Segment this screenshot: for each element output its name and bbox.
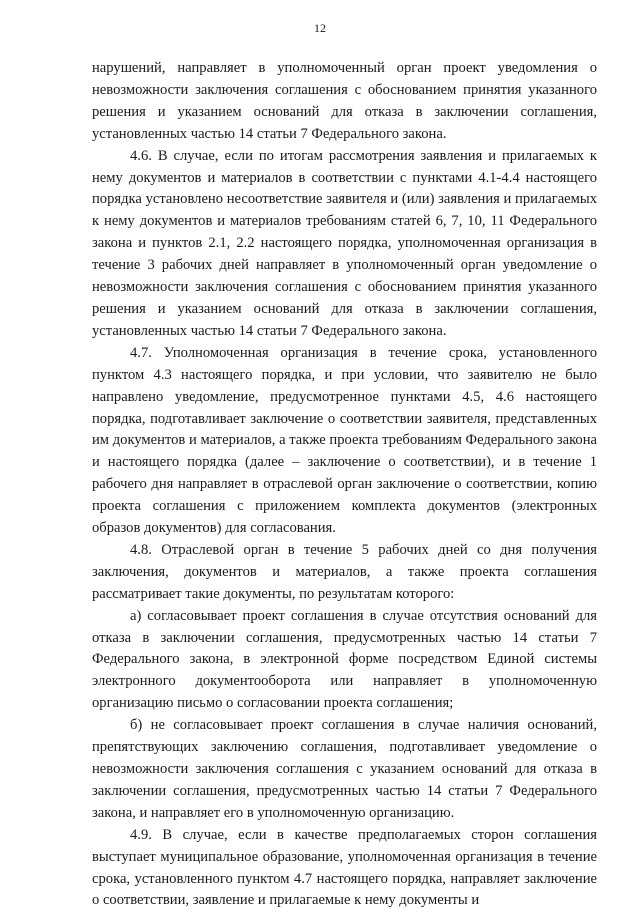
paragraph-4-8-b: б) не согласовывает проект соглашения в случае наличия оснований, препятствующих заключению соглашения, подготавливает уведомление о невозможности заключения соглашения с указанием оснований для отказа в заключении соглашения, предусмотренных частью 14 статьи 7 Федерального закона, и направляет его в уполномоченную организацию. — [92, 717, 597, 821]
paragraph-4-7: 4.7. Уполномоченная организация в течение срока, установленного пунктом 4.3 настоящего порядка, и при условии, что заявителю не было направлено уведомление, предусмотренное пунктами 4.5, 4.6 настоящего порядка, подготавливает заключение о соответствии заявителя, представленных им документов и материалов, а также проекта требованиям Федерального закона и настоящего порядка (далее – заключение о соответствии), и в течение 1 рабочего дня направляет в отраслевой орган заключение о соответствии, копию проекта соглашения с приложением комплекта документов (электронных образов документов) для согласования. — [92, 344, 597, 537]
paragraph-continuation: нарушений, направляет в уполномоченный орган проект уведомления о невозможности заключения соглашения с обоснованием принятия указанного решения и указанием оснований для отказа в заключении соглашения, установленных частью 14 статьи 7 Федерального закона. — [92, 60, 597, 142]
paragraph-4-9: 4.9. В случае, если в качестве предполагаемых сторон соглашения выступает муниципальное образование, уполномоченная организация в течение срока, установленного пунктом 4.7 настоящего порядка, направляет заключение о соответствии, заявление и прилагаемые к нему документы и — [92, 826, 597, 909]
paragraph-4-6: 4.6. В случае, если по итогам рассмотрения заявления и прилагаемых к нему документов и материалов в соответствии с пунктами 4.1-4.4 настоящего порядка установлено несоответствие заявителя и (или) заявления и прилагаемых к нему документов и материалов требованиям статей 6, 7, 10, 11 Федерального закона и пунктов 2.1, 2.2 настоящего порядка, уполномоченная организация в течение 3 рабочих дней направляет в уполномоченный орган уведомление о невозможности заключения соглашения с обоснованием принятия указанного решения и указанием оснований для отказа в заключении соглашения, установленных частью 14 статьи 7 Федерального закона. — [92, 147, 597, 339]
document-body — [92, 58, 597, 912]
page-number: 12 — [314, 21, 326, 35]
paragraph-4-8-a: а) согласовывает проект соглашения в случае отсутствия оснований для отказа в заключении соглашения, предусмотренных частью 14 статьи 7 Федерального закона, в электронной форме посредством Единой системы электронного документооборота или направляет в уполномоченную организацию письмо о согласовании проекта соглашения; — [92, 607, 597, 712]
paragraph-4-8: 4.8. Отраслевой орган в течение 5 рабочих дней со дня получения заключения, документов и материалов, а также проекта соглашения рассматривает такие документы, по результатам которого: — [92, 541, 597, 602]
